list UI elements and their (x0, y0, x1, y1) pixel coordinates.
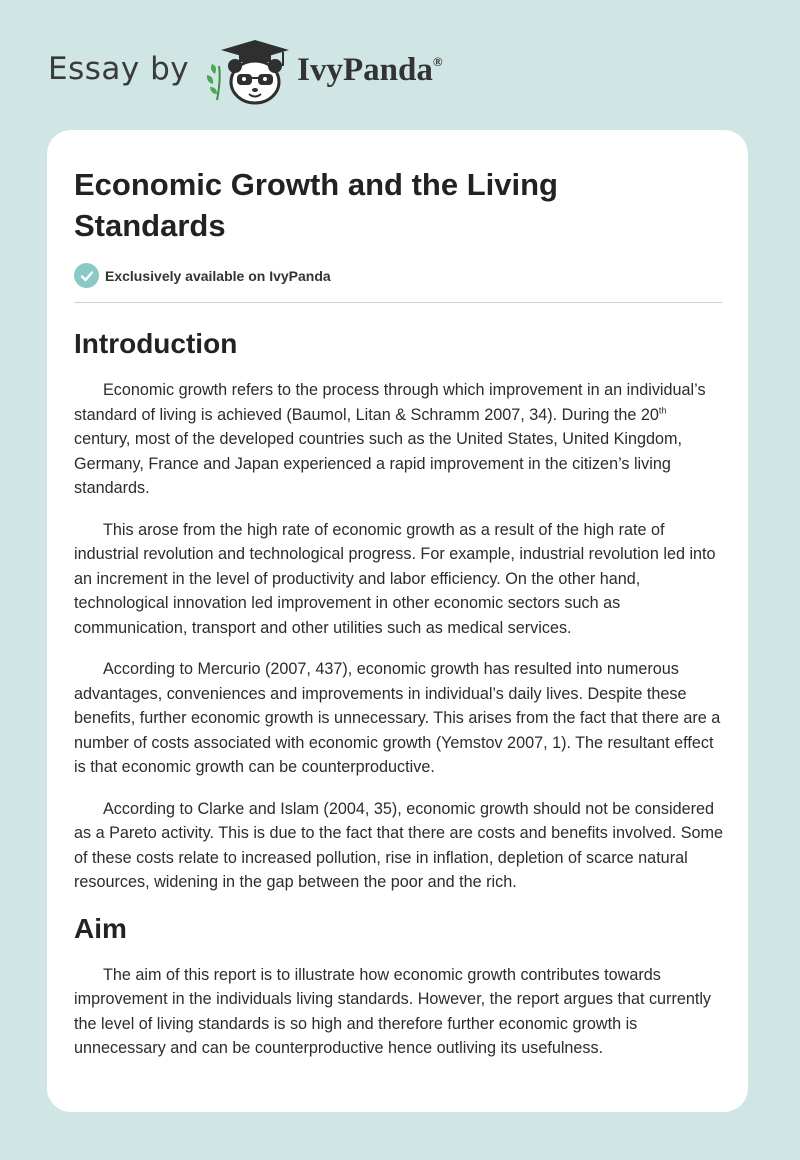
site-header (48, 36, 443, 108)
paragraph: This arose from the high rate of economic growth as a result of the high rate of industrial revolution and technological progress. For example, industrial revolution led into an increment in the level of productivity and labor efficiency. On the other hand, technological innovation led improvement in other economic sectors such as communication, transport and other utilities such as medical services. (74, 520, 716, 637)
exclusive-badge (74, 263, 722, 288)
section-introduction (74, 327, 722, 895)
paragraph: According to Mercurio (2007, 437), economic growth has resulted into numerous advantages, conveniences and improvements in individual’s daily lives. Despite these benefits, further economic growth is unnecessary. This arises from the fact that there are a number of costs associated with economic growth (Yemstov 2007, 1). The resultant effect is that economic growth can be counterproductive. (74, 660, 721, 776)
paragraph: The aim of this report is to illustrate how economic growth contributes towards improvement in the individuals living standards. However, the report argues that currently the level of living standards is so high and therefore further economic growth is unnecessary and can be counterproductive hence outliving its usefulness. (74, 965, 712, 1057)
paragraph: Economic growth refers to the process through which improvement in an individual’s standard of living is achieved (Baumol, Litan & Schramm 2007, 34). During the 20th century, most of the developed countries such as the United States, United Kingdom, Germany, France and Japan experienced a rapid improvement in the citizen’s living standards. (74, 381, 706, 497)
check-circle-icon (74, 263, 99, 288)
brand-prefix: Essay by (48, 51, 190, 87)
paragraph: According to Clarke and Islam (2004, 35), economic growth should not be considered as a Pareto activity. This is due to the fact that there are costs and benefits involved. Some of these costs relate to increased pollution, rise in inflation, depletion of scarce natural resources, widening in the gap between the poor and the rich. (74, 799, 724, 891)
brand-name: IvyPanda® (297, 51, 443, 88)
section-heading: Aim (74, 912, 127, 944)
essay-card (47, 130, 748, 1112)
page-title: Economic Growth and the Living Standards (74, 167, 558, 243)
divider (74, 302, 722, 303)
badge-label: Exclusively available on IvyPanda (105, 267, 331, 284)
panda-graduate-logo-icon (203, 36, 293, 108)
section-aim (74, 912, 722, 1061)
section-heading: Introduction (74, 328, 238, 359)
